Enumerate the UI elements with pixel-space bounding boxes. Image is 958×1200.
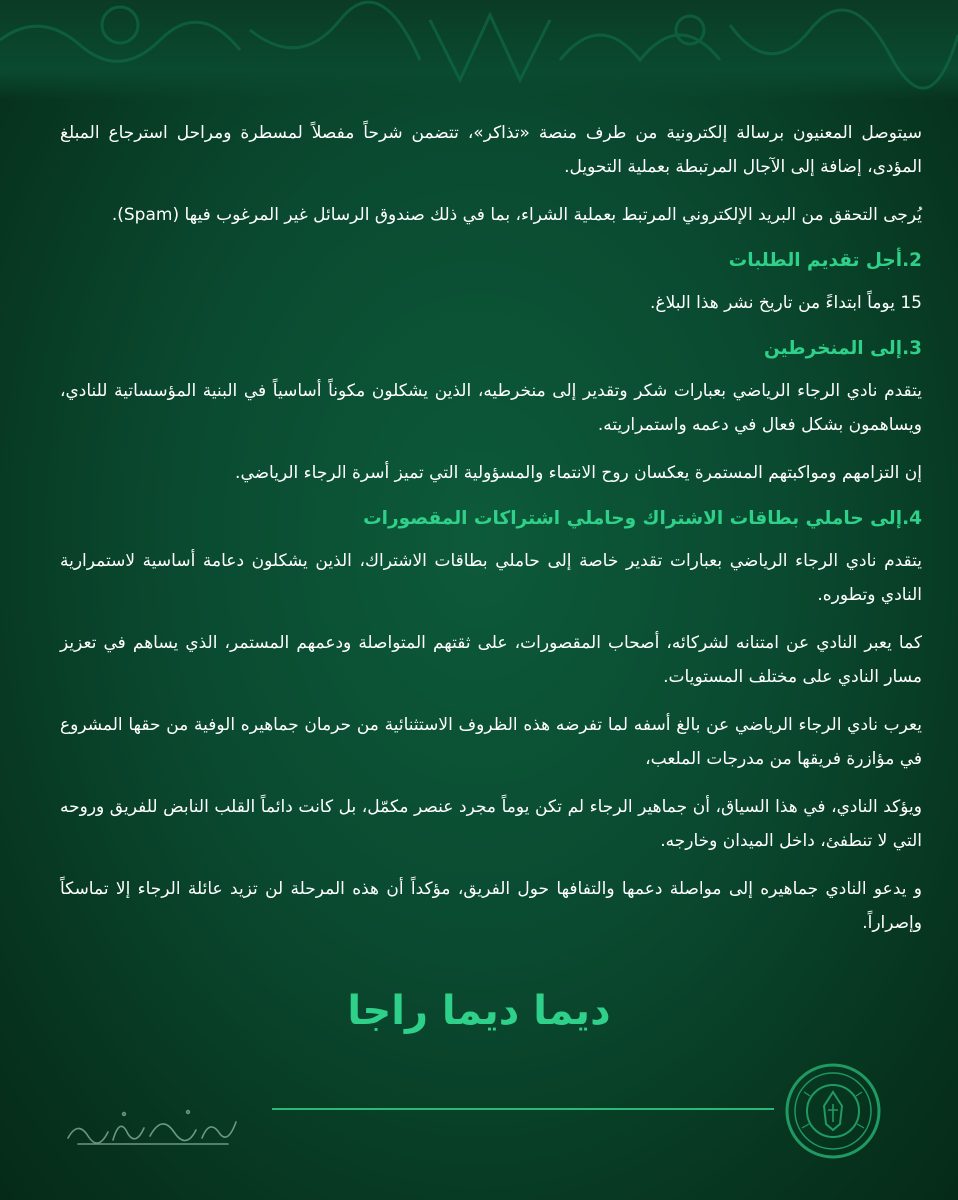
paragraph-fans-heart: ويؤكد النادي، في هذا السياق، أن جماهير الرجاء لم تكن يوماً مجرد عنصر مكمّل، بل كانت دائماً القلب النابض للفريق وروحه التي لا تنطفئ، داخل الميدان وخارجه. <box>60 797 922 851</box>
paragraph-subscribers-thanks: يتقدم نادي الرجاء الرياضي بعبارات تقدير خاصة إلى حاملي بطاقات الاشتراك، الذين يشكلون دعامة أساسية لاستمرارية النادي وتطوره. <box>60 551 922 605</box>
handwritten-signature <box>58 1102 258 1150</box>
heading-members: 3.إلى المنخرطين <box>763 338 922 359</box>
paragraph-refund-email: سيتوصل المعنيون برسالة إلكترونية من طرف منصة «تذاكر»، تتضمن شرحاً مفصلاً لمسطرة ومراحل استرجاع المبلغ المؤدى، إضافة إلى الآجال المرتبطة بعملية التحويل. <box>60 123 922 177</box>
top-banner-artwork <box>0 0 958 100</box>
paragraph-regret: يعرب نادي الرجاء الرياضي عن بالغ أسفه لما تفرضه هذه الظروف الاستثنائية من حرمان جماهيره الوفية من حقها المشروع في مؤازرة فريقها من مدرجات الملعب، <box>60 715 922 769</box>
statement-body <box>60 116 922 954</box>
club-crest-icon <box>784 1062 882 1160</box>
club-slogan: ديما ديما راجا <box>347 988 611 1034</box>
heading-deadline: 2.أجل تقديم الطلبات <box>728 250 922 271</box>
footer-divider <box>272 1108 774 1110</box>
paragraph-deadline: 15 يوماً ابتداءً من تاريخ نشر هذا البلاغ. <box>650 293 922 313</box>
paragraph-call-support: و يدعو النادي جماهيره إلى مواصلة دعمها والتفافها حول الفريق، مؤكداً أن هذه المرحلة لن تزيد عائلة الرجاء إلا تماسكاً وإصراراً. <box>60 879 922 933</box>
paragraph-members-thanks: يتقدم نادي الرجاء الرياضي بعبارات شكر وتقدير إلى منخرطيه، الذين يشكلون مكوناً أساسياً في البنية المؤسساتية للنادي، ويساهمون بشكل فعال في دعمه واستمراريته. <box>60 381 922 435</box>
banner-decoration <box>0 0 958 100</box>
paragraph-members-commitment: إن التزامهم ومواكبتهم المستمرة يعكسان روح الانتماء والمسؤولية التي تميز أسرة الرجاء الرياضي. <box>235 463 922 483</box>
paragraph-check-inbox: يُرجى التحقق من البريد الإلكتروني المرتبط بعملية الشراء، بما في ذلك صندوق الرسائل غير المرغوب فيها (Spam). <box>111 205 922 225</box>
paragraph-partners: كما يعبر النادي عن امتنانه لشركائه، أصحاب المقصورات، على ثقتهم المتواصلة ودعمهم المستمر، الذي يساهم في تعزيز مسار النادي على مختلف المستويات. <box>60 633 922 687</box>
heading-subscribers: 4.إلى حاملي بطاقات الاشتراك وحاملي اشتراكات المقصورات <box>363 508 922 529</box>
